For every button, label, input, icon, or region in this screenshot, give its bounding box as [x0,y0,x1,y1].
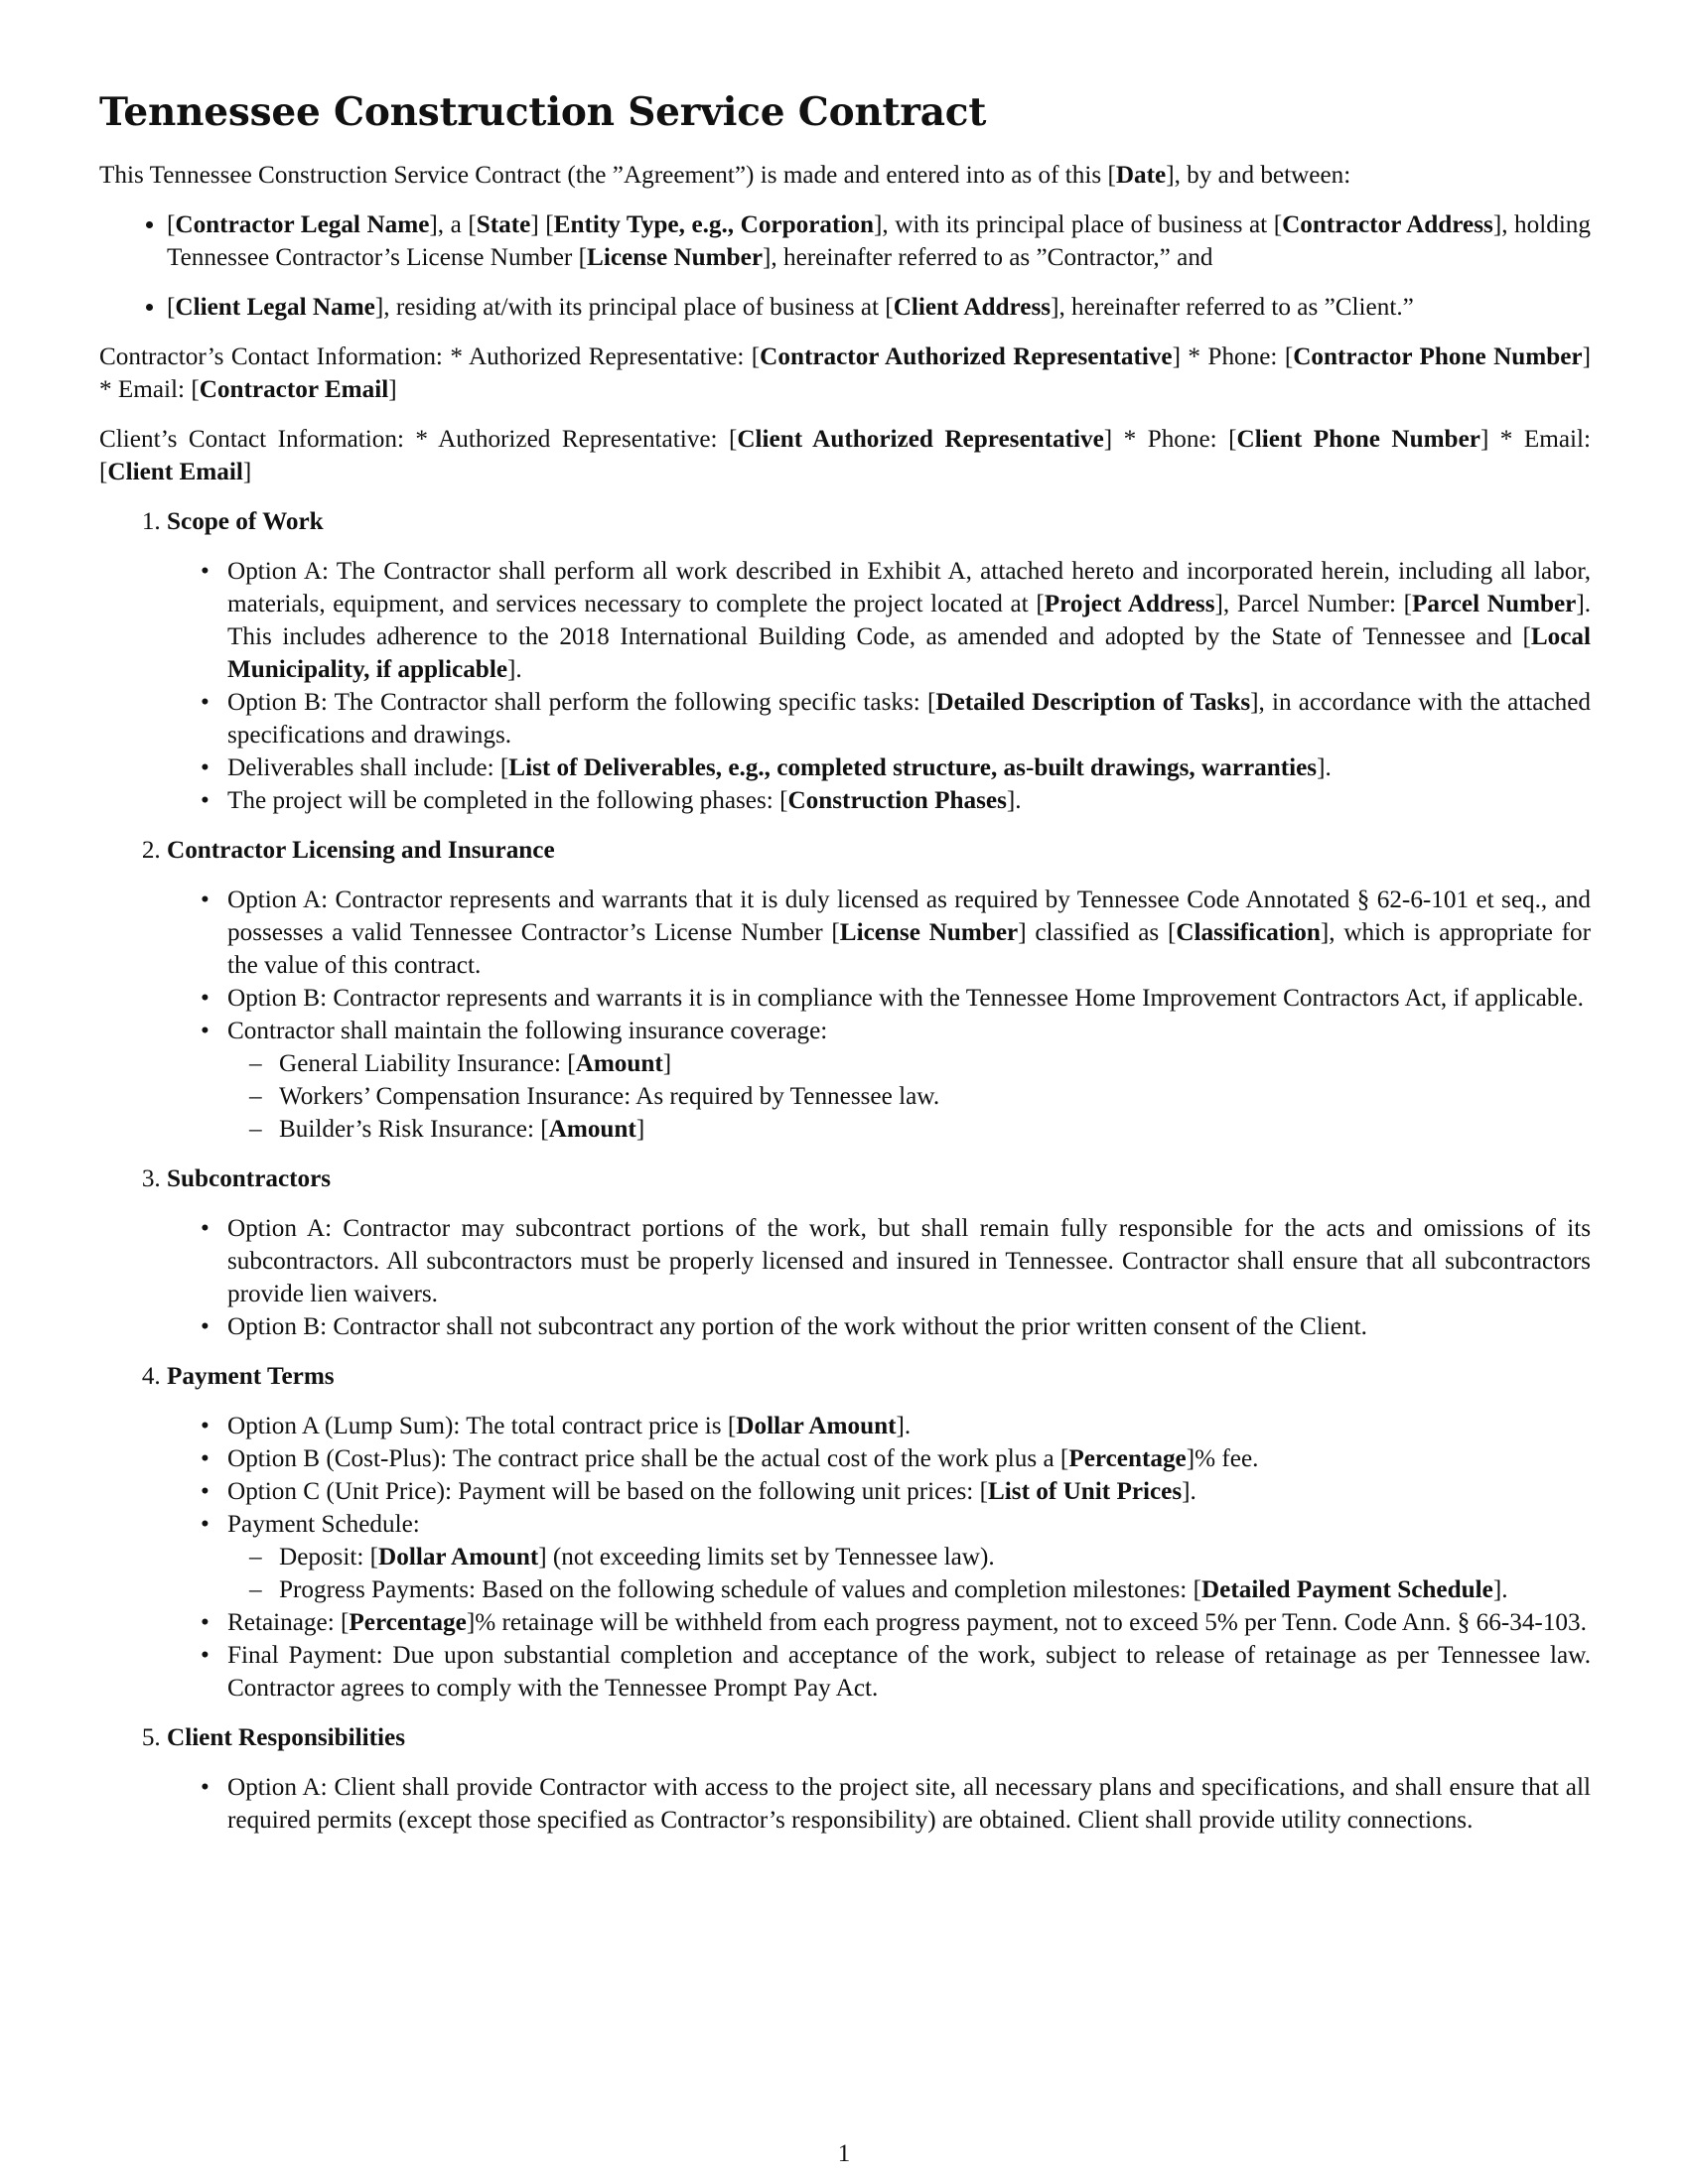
section-title: Scope of Work [167,508,324,535]
sub-list-item: – Progress Payments: Based on the following schedule of values and completion milestones: [Detailed Payment Schedule]. [279,1573,1591,1606]
list-item: • Option A: The Contractor shall perform all work described in Exhibit A, attached hereto and incorporated herein, including all labor, materials, equipment, and services necessary to complete the project located at [Project Address], Parcel Number: [Parcel Number]. This includes adherence to the 2018 International Building Code, as amended and adopted by the State of Tennessee and [Local Municipality, if applicable]. [227,555,1591,686]
client-contact-info: Client’s Contact Information: * Authorized Representative: [Client Authorized Representative] * Phone: [Client Phone Number] * Email: [Client Email] [99,426,1591,485]
list-item: • Option B: Contractor shall not subcontract any portion of the work without the prior written consent of the Client. [227,1310,1591,1343]
sub-list-item: – Builder’s Risk Insurance: [Amount] [279,1113,1591,1146]
section-title: Client Responsibilities [167,1724,406,1751]
section-payment-terms [167,1360,1591,1705]
list-item: • Option A: Contractor may subcontract portions of the work, but shall remain fully responsible for the acts and omissions of its subcontractors. All subcontractors must be properly licensed and insured in Tennessee. Contractor shall ensure that all subcontractors provide lien waivers. [227,1212,1591,1310]
page-number: 1 [837,2140,851,2167]
section-title: Payment Terms [167,1363,335,1390]
contractor-contact-info: Contractor’s Contact Information: * Authorized Representative: [Contractor Authorized Representative] * Phone: [Contractor Phone Number] * Email: [Contractor Email] [99,343,1592,403]
section-scope-of-work [167,505,1591,817]
list-item: • Option A (Lump Sum): The total contract price is [Dollar Amount]. [227,1410,1591,1442]
list-item: • Deliverables shall include: [List of Deliverables, e.g., completed structure, as-built drawings, warranties]. [227,751,1591,784]
list-item: • Option B: Contractor represents and warrants it is in compliance with the Tennessee Home Improvement Contractors Act, if applicable. [227,982,1591,1015]
parties-list [99,208,1591,324]
list-item: • Option C (Unit Price): Payment will be based on the following unit prices: [List of Unit Prices]. [227,1475,1591,1508]
sub-list-item: – Deposit: [Dollar Amount] (not exceeding limits set by Tennessee law). [279,1541,1591,1573]
list-item: • Option B (Cost-Plus): The contract price shall be the actual cost of the work plus a [Percentage]% fee. [227,1442,1591,1475]
sub-list-item: – Workers’ Compensation Insurance: As required by Tennessee law. [279,1080,1591,1113]
date-placeholder: Date [1115,162,1167,189]
section-title: Subcontractors [167,1165,332,1192]
list-item: • Option A: Contractor represents and warrants that it is duly licensed as required by Tennessee Code Annotated § 62-6-101 et seq., and possesses a valid Tennessee Contractor’s License Number [License Number] classified as [Classification], which is appropriate for the value of this contract. [227,884,1591,982]
list-item: • Retainage: [Percentage]% retainage will be withheld from each progress payment, not to exceed 5% per Tenn. Code Ann. § 66-34-103. [227,1606,1591,1639]
party-client: • [Client Legal Name], residing at/with its principal place of business at [Client Address], hereinafter referred to as ”Client.” [167,291,1591,324]
sub-list-item: – General Liability Insurance: [Amount] [279,1047,1591,1080]
list-item: • Contractor shall maintain the following insurance coverage: – General Liability Insurance: [Amount] – Workers’ Compensation Insurance: As required by Tennessee law. – Builder’s Risk Insurance: [Amount] [227,1015,1591,1146]
list-item: • Option B: The Contractor shall perform the following specific tasks: [Detailed Description of Tasks], in accordance with the attached specifications and drawings. [227,686,1591,751]
sections-list [99,505,1591,1837]
list-item: • Option A: Client shall provide Contractor with access to the project site, all necessary plans and specifications, and shall ensure that all required permits (except those specified as Contractor’s responsibility) are obtained. Client shall provide utility connections. [227,1771,1591,1837]
intro-paragraph: This Tennessee Construction Service Contract (the ”Agreement”) is made and entered into as of this [Date], by and between: [99,162,1351,189]
document-title: Tennessee Construction Service Contract [99,89,987,135]
section-licensing-insurance [167,834,1591,1146]
section-subcontractors [167,1162,1591,1343]
list-item: • Final Payment: Due upon substantial completion and acceptance of the work, subject to release of retainage as per Tennessee law. Contractor agrees to comply with the Tennessee Prompt Pay Act. [227,1639,1591,1705]
contract-page [99,87,1591,1853]
list-item: • Payment Schedule: – Deposit: [Dollar Amount] (not exceeding limits set by Tennessee law). – Progress Payments: Based on the following schedule of values and completion milestones: [Detailed Payment Schedule]. [227,1508,1591,1606]
section-title: Contractor Licensing and Insurance [167,837,555,864]
party-contractor: • [Contractor Legal Name], a [State] [Entity Type, e.g., Corporation], with its principal place of business at [Contractor Address], holding Tennessee Contractor’s License Number [License Number], hereinafter referred to as ”Contractor,” and [167,208,1591,274]
section-client-responsibilities [167,1721,1591,1837]
list-item: • The project will be completed in the following phases: [Construction Phases]. [227,784,1591,817]
